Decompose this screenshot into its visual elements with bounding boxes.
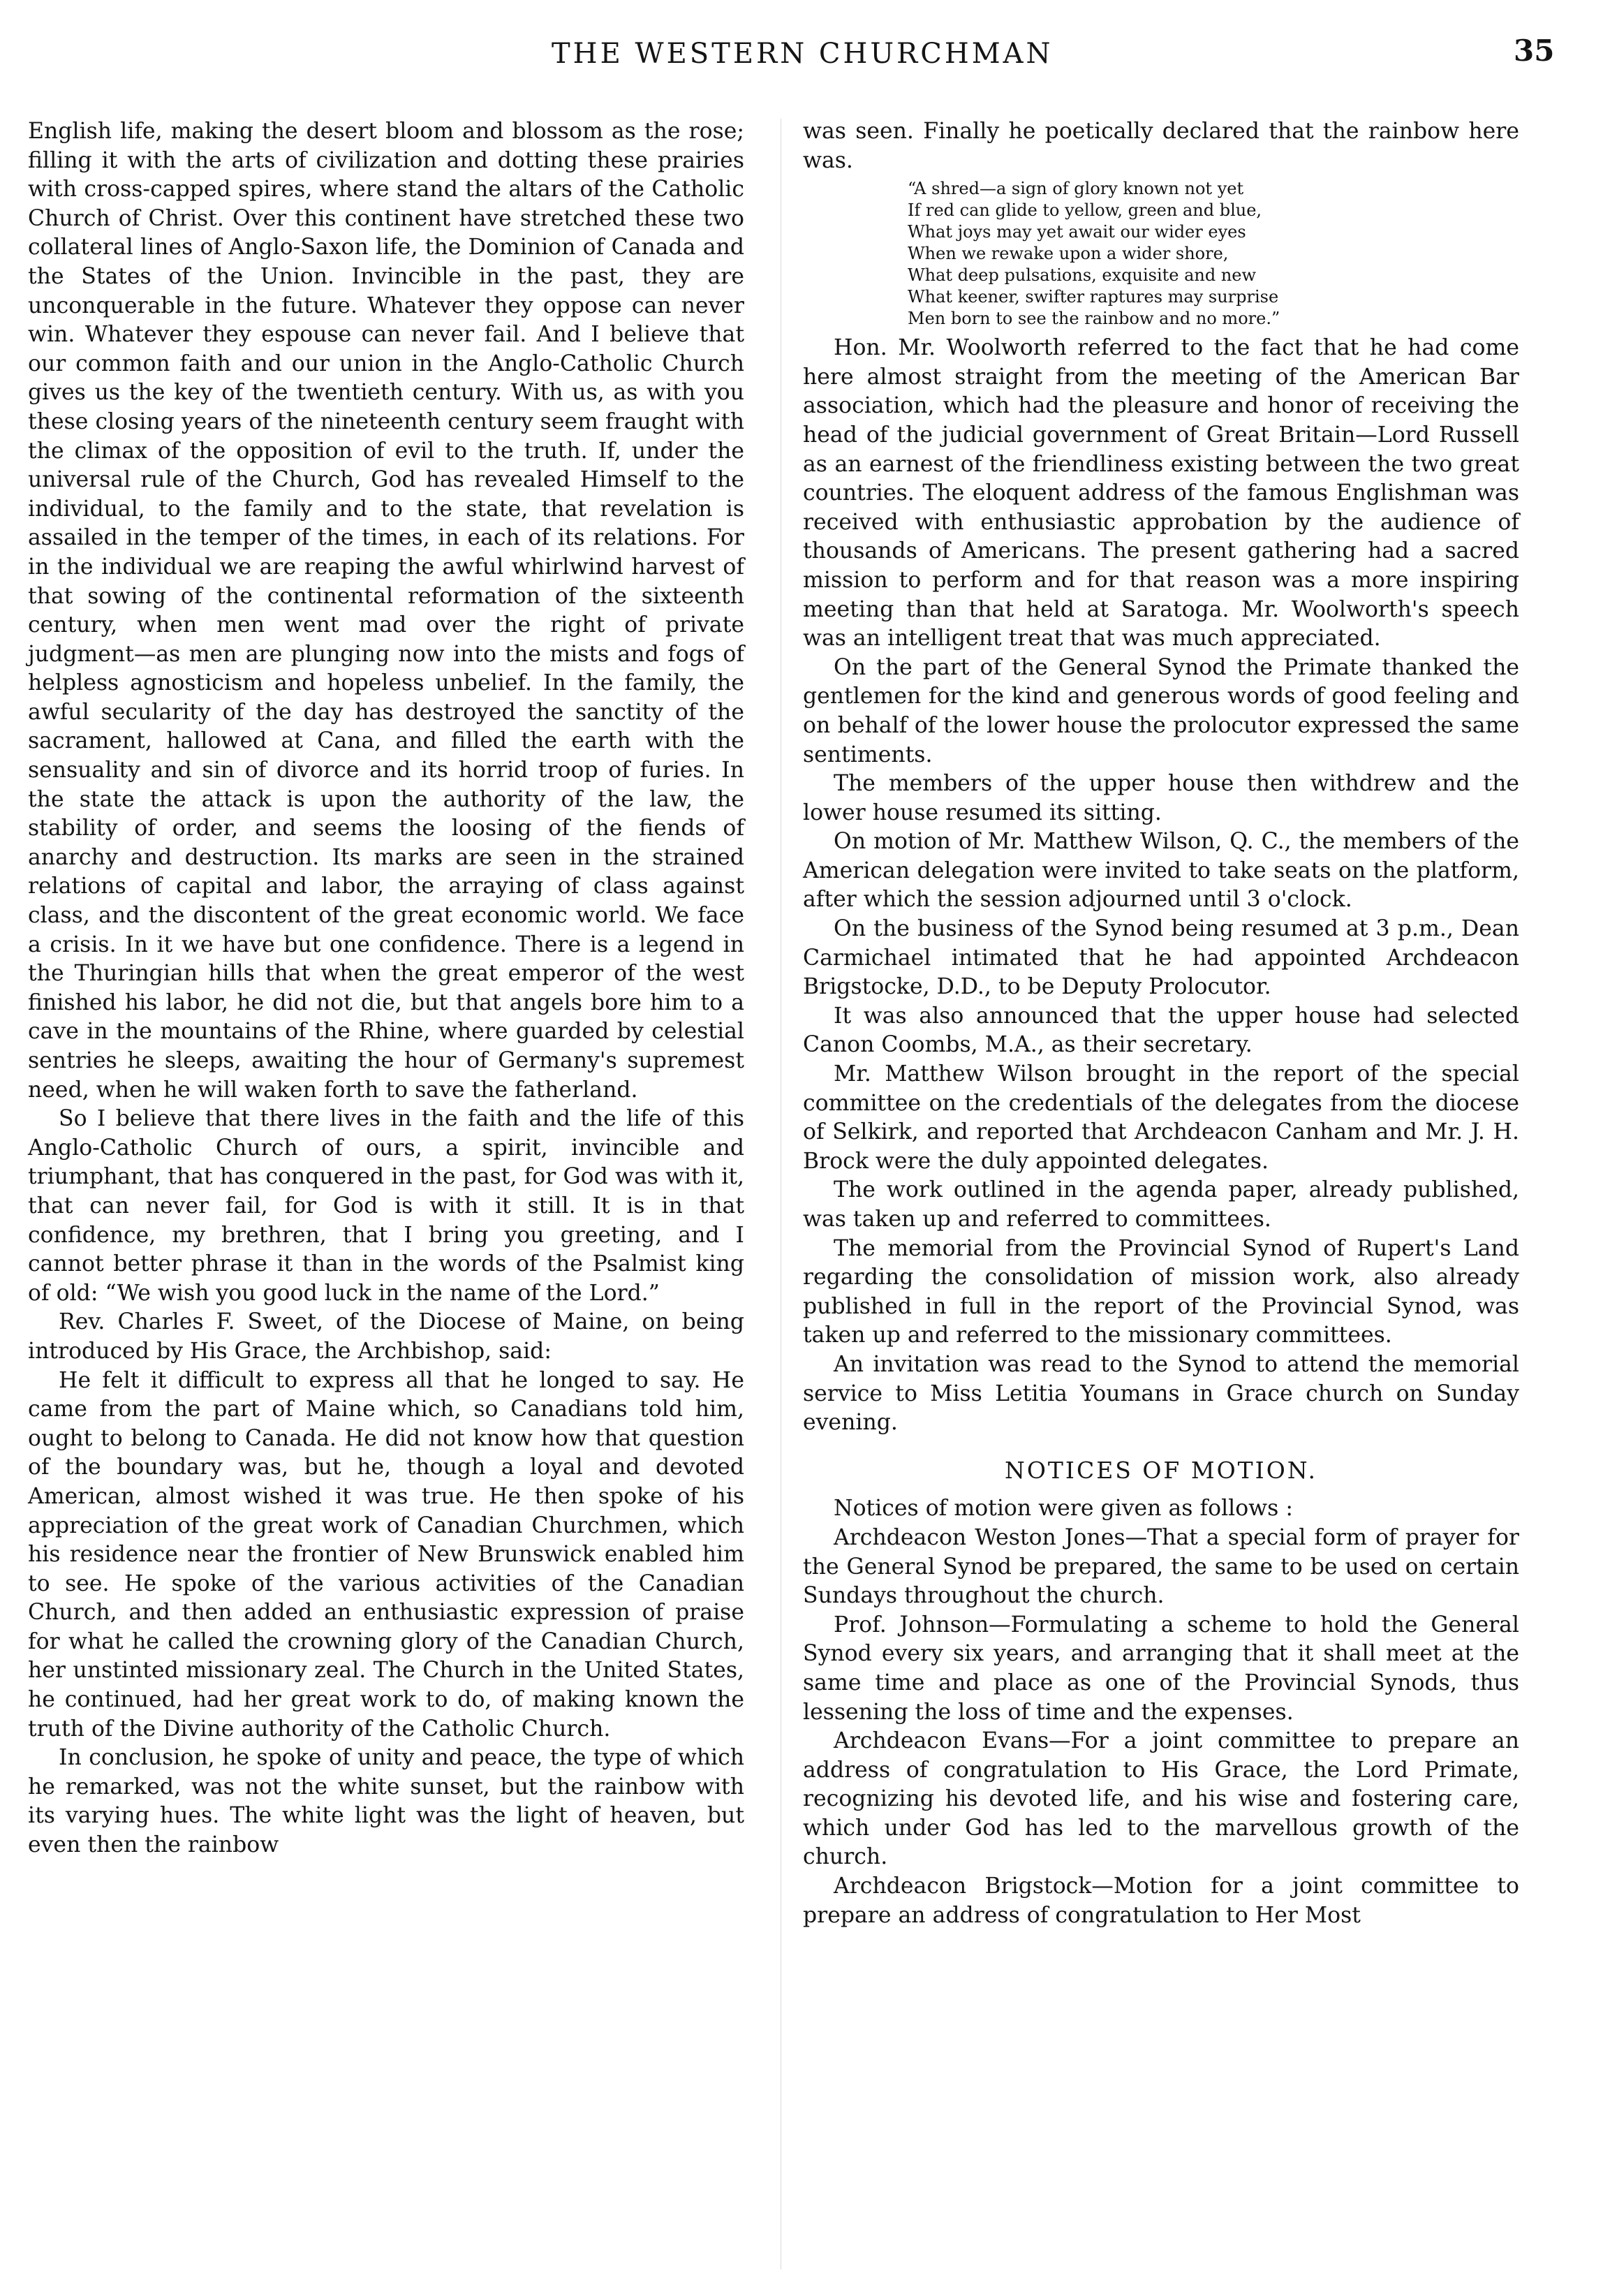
poem-line: Men born to see the rainbow and no more.” (908, 309, 1280, 329)
notice-paragraph: Notices of motion were given as follows : (834, 1496, 1293, 1522)
poem-line: When we rewake upon a wider shore, (908, 244, 1229, 264)
left-column (28, 117, 744, 1860)
article-paragraph: It was also announced that the upper house had selected Canon Coombs, M.A., as their secretary. (803, 1003, 1519, 1058)
page-header (0, 34, 1603, 82)
article-paragraph: An invitation was read to the Synod to attend the memorial service to Miss Letitia Youmans in Grace church on Sunday evening. (803, 1351, 1519, 1436)
poem-line: “A shred—a sign of glory known not yet (908, 179, 1244, 199)
poem-line: If red can glide to yellow, green and blue, (908, 200, 1262, 221)
article-paragraph: In conclusion, he spoke of unity and peace, the type of which he remarked, was not the white sunset, but the rainbow with its varying hues. The white light was the light of heaven, but even then the rainbow (28, 1745, 744, 1858)
article-paragraph: The memorial from the Provincial Synod of Rupert's Land regarding the consolidation of mission work, also already published in full in the report of the Provincial Synod, was taken up and referred to the missionary committees. (803, 1235, 1519, 1348)
article-paragraph: He felt it difficult to express all that he longed to say. He came from the part of Maine which, so Canadians told him, ought to belong to Canada. He did not know how that question of the boundary was, but he, though a loyal and devoted American, almost wished it was true. He then spoke of his appreciation of the great work of Canadian Churchmen, which his residence near the frontier of New Brunswick enabled him to see. He spoke of the various activities of the Canadian Church, and then added an enthusiastic expression of praise for what he called the crowning glory of the Canadian Church, her unstinted missionary zeal. The Church in the United States, he continued, had her great work to do, of making known the truth of the Divine authority of the Catholic Church. (28, 1367, 744, 1742)
notice-paragraph: Archdeacon Brigstock—Motion for a joint committee to prepare an address of congratulation to Her Most (803, 1874, 1519, 1928)
article-paragraph: So I believe that there lives in the faith and the life of this Anglo-Catholic Church of ours, a spirit, invincible and triumphant, that has conquered in the past, for God was with it, that can never fail, for God is with it still. It is in that confidence, my brethren, that I bring you greeting, and I cannot better phrase it than in the words of the Psalmist king of old: “We wish you good luck in the name of the Lord.” (28, 1106, 744, 1306)
article-paragraph: English life, making the desert bloom and blossom as the rose; filling it with the arts of civilization and dotting these prairies with cross-capped spires, where stand the altars of the Catholic Church of Christ. Over this continent have stretched these two collateral lines of Anglo-Saxon life, the Dominion of Canada and the States of the Union. Invincible in the past, they are unconquerable in the future. Whatever they oppose can never win. Whatever they espouse can never fail. And I believe that our common faith and our union in the Anglo-Catholic Church gives us the key of the twentieth century. With us, as with you these closing years of the nineteenth century seem fraught with the climax of the opposition of evil to the truth. If, under the universal rule of the Church, God has revealed Himself to the individual, to the family and to the state, that revelation is assailed in the temper of the times, in each of its relations. For in the individual we are reaping the awful whirlwind harvest of that sowing of the continental reformation of the sixteenth century, when men went mad over the right of private judgment—as men are plunging now into the mists and fogs of helpless agnosticism and hopeless unbelief. In the family, the awful secularity of the day has destroyed the sanctity of the sacrament, hallowed at Cana, and filled the earth with the sensuality and sin of divorce and its horrid troop of furies. In the state the attack is upon the authority of the law, the stability of order, and seems the loosing of the fiends of anarchy and destruction. Its marks are seen in the strained relations of capital and labor, the arraying of class against class, and the discontent of the great economic world. We face a crisis. In it we have but one confidence. There is a legend in the Thuringian hills that when the great emperor of the west finished his labor, he did not die, but that angels bore him to a cave in the mountains of the Rhine, where guarded by celestial sentries he sleeps, awaiting the hour of Germany's supremest need, when he will waken forth to save the fatherland. (28, 119, 744, 1103)
article-paragraph: On the part of the General Synod the Primate thanked the gentlemen for the kind and generous words of good feeling and on behalf of the lower house the prolocutor expressed the same sentiments. (803, 654, 1519, 767)
poem-line: What joys may yet await our wider eyes (908, 222, 1246, 242)
page-number: 35 (1514, 34, 1555, 68)
article-paragraph: Hon. Mr. Woolworth referred to the fact that he had come here almost straight from the meeting of the American Bar association, which had the pleasure and honor of receiving the head of the judicial government of Great Britain—Lord Russell as an earnest of the friendliness existing between the two great countries. The eloquent address of the famous Englishman was received with enthusiastic approbation by the audience of thousands of Americans. The present gathering had a sacred mission to perform and for that reason was a more inspiring meeting than that held at Saratoga. Mr. Woolworth's speech was an intelligent treat that was much appreciated. (803, 335, 1519, 652)
article-paragraph: Rev. Charles F. Sweet, of the Diocese of Maine, on being introduced by His Grace, the Archbishop, said: (28, 1309, 744, 1364)
section-heading: NOTICES OF MOTION. (1004, 1456, 1318, 1484)
running-title: THE WESTERN CHURCHMAN (552, 38, 1054, 70)
poem-line: What keener, swifter raptures may surprise (908, 287, 1279, 307)
notice-paragraph: Archdeacon Evans—For a joint committee to prepare an address of congratulation to His Grace, the Lord Primate, recognizing his devoted life, and his wise and fostering care, which under God has led to the marvellous growth of the church. (803, 1728, 1519, 1870)
article-paragraph: On motion of Mr. Matthew Wilson, Q. C., the members of the American delegation were invited to take seats on the platform, after which the session adjourned until 3 o'clock. (803, 829, 1519, 913)
notice-paragraph: Archdeacon Weston Jones—That a special form of prayer for the General Synod be prepared, the same to be used on certain Sundays throughout the church. (803, 1524, 1519, 1609)
article-paragraph: On the business of the Synod being resumed at 3 p.m., Dean Carmichael intimated that he had appointed Archdeacon Brigstocke, D.D., to be Deputy Prolocutor. (803, 916, 1519, 1000)
notice-paragraph: Prof. Johnson—Formulating a scheme to hold the General Synod every six years, and arranging that it shall meet at the same time and place as one of the Provincial Synods, thus lessening the loss of time and the expenses. (803, 1612, 1519, 1725)
article-paragraph: was seen. Finally he poetically declared that the rainbow here was. (803, 119, 1519, 173)
poem-quote (908, 178, 1519, 330)
article-paragraph: Mr. Matthew Wilson brought in the report of the special committee on the credentials of the delegates from the diocese of Selkirk, and reported that Archdeacon Canham and Mr. J. H. Brock were the duly appointed delegates. (803, 1061, 1519, 1174)
article-paragraph: The work outlined in the agenda paper, already published, was taken up and referred to committees. (803, 1177, 1519, 1232)
right-column (803, 117, 1519, 1930)
article-paragraph: The members of the upper house then withdrew and the lower house resumed its sitting. (803, 771, 1519, 825)
poem-line: What deep pulsations, exquisite and new (908, 265, 1257, 286)
